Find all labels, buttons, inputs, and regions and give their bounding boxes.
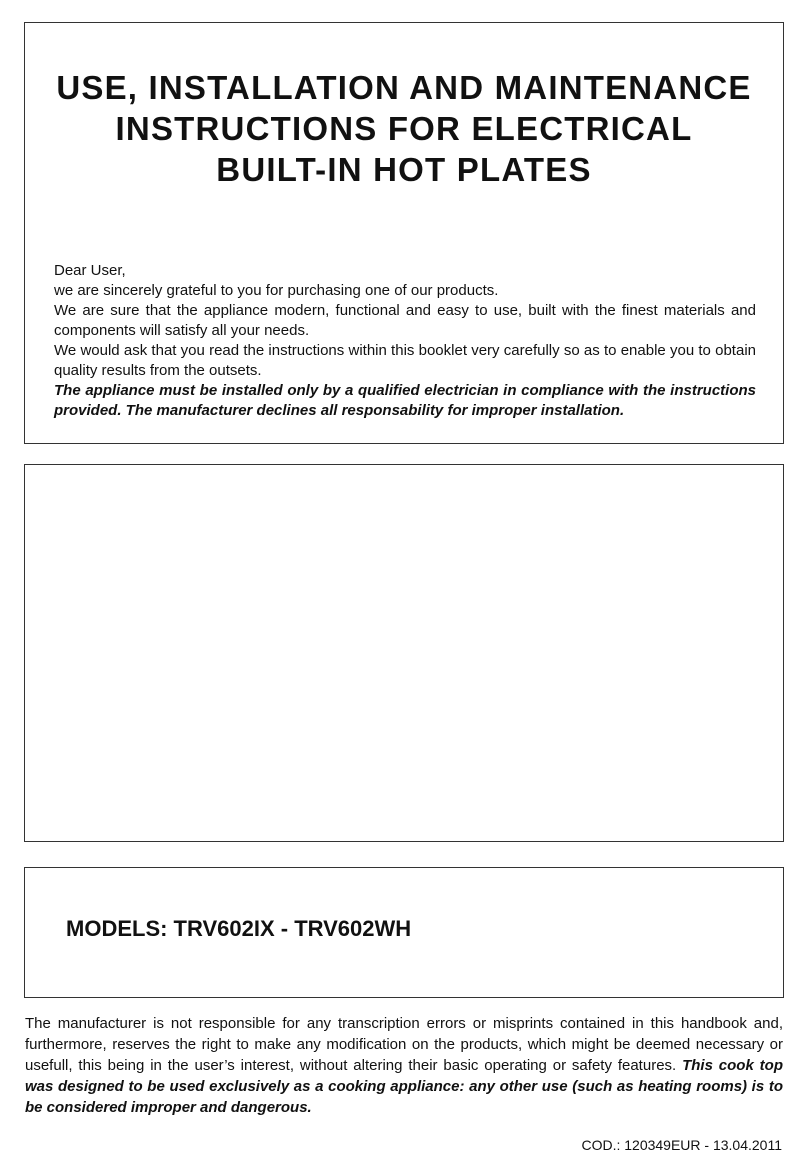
models-panel [24,867,784,998]
title-line-1: USE, INSTALLATION AND MAINTENANCE [56,69,752,106]
intro-text [54,261,756,421]
product-image-frame [24,464,784,842]
disclaimer-text: The manufacturer is not responsible for any transcription errors or misprints contained in this handbook and, furthermore, reserves the right to make any modification on the products, which might be deemed necessary or usefull, this being in the user’s interest, without altering their basic operating or safety features. [25,1015,783,1074]
document-title [25,67,783,190]
disclaimer [25,1013,783,1118]
intro-paragraph-2: We are sure that the appliance modern, functional and easy to use, built with the finest materials and components will satisfy all your needs. [54,302,756,339]
title-line-3: BUILT-IN HOT PLATES [216,151,592,188]
intro-paragraph-3: We would ask that you read the instructions within this booklet very carefully so as to enable you to obtain quality results from the outsets. [54,342,756,379]
installation-warning: The appliance must be installed only by a qualified electrician in compliance with the instructions provided. The manufacturer declines all responsability for improper installation. [54,382,756,419]
greeting: Dear User, [54,262,126,279]
document-code: COD.: 120349EUR - 13.04.2011 [581,1137,782,1153]
title-panel [24,22,784,444]
models-label: MODELS: TRV602IX - TRV602WH [66,916,412,941]
title-line-2: INSTRUCTIONS FOR ELECTRICAL [115,110,693,147]
intro-paragraph-1: we are sincerely grateful to you for purchasing one of our products. [54,282,499,299]
disclaimer-emphasis: This cook top was designed to be used exclusively as a cooking appliance: any other use (such as heating rooms) is to be considered improper and dangerous. [25,1057,783,1116]
